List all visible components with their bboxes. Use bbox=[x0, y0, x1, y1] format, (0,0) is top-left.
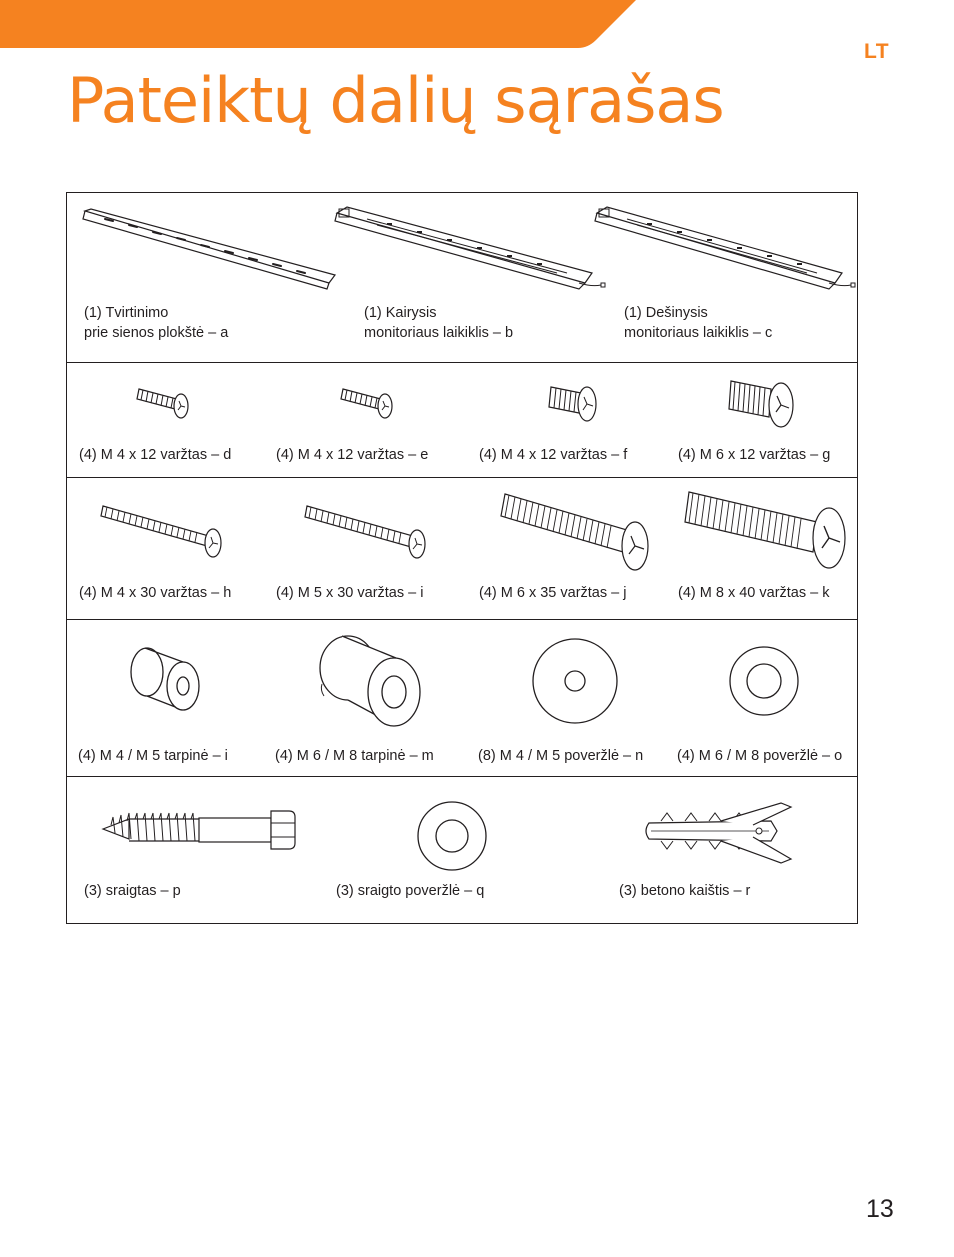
parts-table bbox=[66, 192, 858, 924]
part-label: (4) M 6 / M 8 tarpinė – m bbox=[275, 748, 434, 764]
part-label: (4) M 5 x 30 varžtas – i bbox=[276, 585, 424, 601]
screw-icon bbox=[547, 379, 607, 429]
part-screw-i bbox=[267, 478, 467, 619]
part-lag-washer bbox=[327, 777, 607, 923]
part-screw-d bbox=[67, 363, 267, 477]
part-screw-g bbox=[667, 363, 857, 477]
part-label: (1) Kairysis bbox=[364, 305, 437, 321]
part-label: (4) M 4 x 12 varžtas – e bbox=[276, 447, 429, 463]
part-label: (4) M 6 / M 8 poveržlė – o bbox=[677, 748, 843, 764]
part-label: (4) M 6 x 35 varžtas – j bbox=[479, 585, 627, 601]
part-screw-k bbox=[667, 478, 857, 619]
screw-icon bbox=[99, 498, 229, 563]
part-screw-h bbox=[67, 478, 267, 619]
part-wall-plate bbox=[67, 193, 347, 362]
part-label: (4) M 4 x 12 varžtas – d bbox=[79, 447, 232, 463]
spacer-icon bbox=[312, 632, 427, 732]
part-washer-o bbox=[667, 620, 857, 776]
part-label: (4) M 4 x 12 varžtas – f bbox=[479, 447, 628, 463]
part-label: (1) Tvirtinimo bbox=[84, 305, 169, 321]
part-right-bracket bbox=[607, 193, 857, 362]
part-label: (4) M 6 x 12 varžtas – g bbox=[678, 447, 831, 463]
left-bracket-icon bbox=[317, 201, 617, 296]
anchor-icon bbox=[641, 801, 811, 871]
part-label: (3) betono kaištis – r bbox=[619, 883, 751, 899]
page-number: 13 bbox=[866, 1195, 894, 1223]
part-left-bracket bbox=[347, 193, 607, 362]
part-concrete-anchor bbox=[607, 777, 857, 923]
parts-row-spacers-washers bbox=[67, 620, 857, 777]
part-washer-n bbox=[467, 620, 667, 776]
right-bracket-icon bbox=[577, 201, 867, 296]
washer-icon bbox=[417, 801, 489, 873]
parts-row-long-screws bbox=[67, 478, 857, 620]
part-label: (4) M 8 x 40 varžtas – k bbox=[678, 585, 830, 601]
parts-row-anchors bbox=[67, 777, 857, 923]
part-screw-f bbox=[467, 363, 667, 477]
washer-icon bbox=[532, 638, 622, 728]
part-label: (3) sraigtas – p bbox=[84, 883, 181, 899]
screw-icon bbox=[135, 381, 195, 426]
screw-icon bbox=[499, 486, 659, 576]
part-spacer-small bbox=[67, 620, 267, 776]
part-screw-j bbox=[467, 478, 667, 619]
screw-icon bbox=[727, 375, 807, 435]
wall-plate-icon bbox=[77, 205, 337, 290]
part-label: prie sienos plokštė – a bbox=[84, 325, 229, 341]
part-spacer-large bbox=[267, 620, 467, 776]
screw-icon bbox=[303, 498, 433, 563]
part-label: monitoriaus laikiklis – c bbox=[624, 325, 773, 341]
part-label: (4) M 4 x 30 varžtas – h bbox=[79, 585, 232, 601]
lag-bolt-icon bbox=[99, 807, 299, 857]
part-lag-bolt bbox=[67, 777, 327, 923]
spacer-icon bbox=[125, 644, 205, 719]
screw-icon bbox=[339, 381, 399, 426]
part-screw-e bbox=[267, 363, 467, 477]
parts-row-brackets bbox=[67, 193, 857, 363]
top-banner bbox=[0, 0, 954, 50]
language-code: LT bbox=[864, 40, 890, 63]
part-label: monitoriaus laikiklis – b bbox=[364, 325, 514, 341]
parts-row-short-screws bbox=[67, 363, 857, 478]
page-title: Pateiktų dalių sąrašas bbox=[67, 64, 724, 137]
part-label: (8) M 4 / M 5 poveržlė – n bbox=[478, 748, 644, 764]
part-label: (4) M 4 / M 5 tarpinė – i bbox=[78, 748, 228, 764]
screw-icon bbox=[683, 486, 853, 576]
part-label: (1) Dešinysis bbox=[624, 305, 708, 321]
washer-icon bbox=[729, 646, 801, 718]
part-label: (3) sraigto poveržlė – q bbox=[336, 883, 485, 899]
